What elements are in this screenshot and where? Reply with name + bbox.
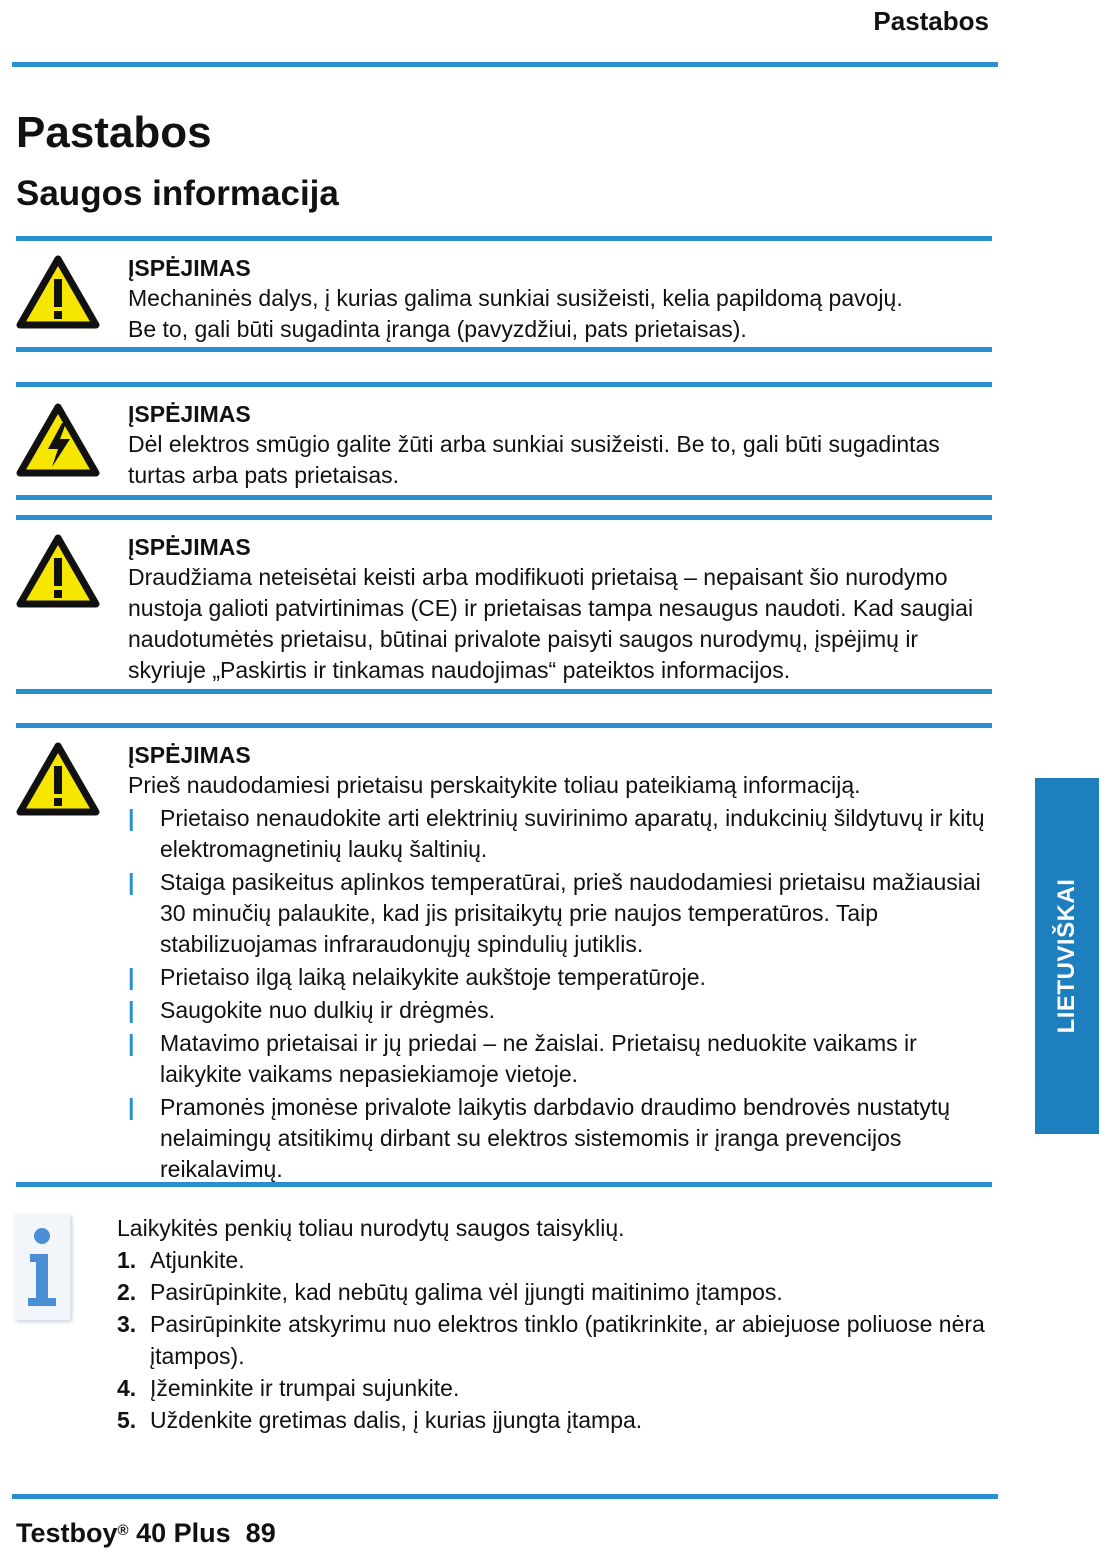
list-item-text: Prietaiso nenaudokite arti elektrinių suvirinimo aparatų, indukcinių šildytuvų ir kitų elektromagnetinių laukų šaltinių. [160, 805, 985, 862]
step-number: 4. [117, 1375, 137, 1401]
warning-intro: Prieš naudodamiesi prietaisu perskaitykite toliau pateikiamą informaciją. [128, 772, 861, 798]
step-number: 1. [117, 1247, 137, 1273]
header-rule [12, 62, 998, 67]
list-item-text: Saugokite nuo dulkių ir drėgmės. [160, 997, 495, 1023]
warning-title: ĮSPĖJIMAS [128, 255, 251, 281]
bullet-bar: | [128, 869, 135, 895]
list-item [128, 1028, 986, 1090]
warning-text-line: Be to, gali būti sugadinta įranga (pavyzdžiui, pats prietaisas). [128, 316, 747, 342]
step-text: Įžeminkite ir trumpai sujunkite. [150, 1375, 460, 1401]
footer-brand: Testboy [16, 1518, 118, 1548]
step-text: Pasirūpinkite, kad nebūtų galima vėl įjungti maitinimo įtampos. [150, 1279, 783, 1305]
warning-title: ĮSPĖJIMAS [128, 534, 251, 560]
safety-rules-block [117, 1212, 987, 1436]
list-item [117, 1404, 987, 1436]
list-item-text: Pramonės įmonėse privalote laikytis darbdavio draudimo bendrovės nustatytų nelaimingų atsitikimų dirbant su elektros sistemomis ir įranga prevencijos reikalavimų. [160, 1094, 951, 1182]
section-title: Saugos informacija [16, 174, 339, 213]
list-item [117, 1244, 987, 1276]
step-text: Pasirūpinkite atskyrimu nuo elektros tinklo (patikrinkite, ar abiejuose poliuose nėra įtampos). [150, 1311, 985, 1369]
warning-electric-icon [16, 403, 100, 479]
language-side-tab [1035, 778, 1099, 1134]
step-number: 5. [117, 1407, 137, 1433]
footer-reg-mark: ® [117, 1522, 129, 1539]
footer-model: 40 Plus [136, 1518, 231, 1548]
step-text: Uždenkite gretimas dalis, į kurias įjungta įtampa. [150, 1407, 643, 1433]
list-item [117, 1372, 987, 1404]
page-title: Pastabos [16, 108, 212, 157]
warning-text-line: Mechaninės dalys, į kurias galima sunkiai susižeisti, kelia papildomą pavojų. [128, 285, 903, 311]
step-number: 2. [117, 1279, 137, 1305]
list-item [128, 995, 986, 1026]
warning-exclamation-icon [16, 534, 100, 610]
warning-title: ĮSPĖJIMAS [128, 742, 251, 768]
safety-rules-intro: Laikykitės penkių toliau nurodytų saugos taisyklių. [117, 1215, 625, 1241]
list-item [128, 962, 986, 993]
list-item [128, 867, 986, 960]
footer [16, 1518, 276, 1549]
info-icon [14, 1214, 70, 1320]
warning-box-mechanical [16, 236, 992, 352]
step-number: 3. [117, 1311, 137, 1337]
bullet-bar: | [128, 805, 135, 831]
list-item [128, 1092, 986, 1185]
warning-title: ĮSPĖJIMAS [128, 401, 251, 427]
list-item [117, 1276, 987, 1308]
bullet-bar: | [128, 1030, 135, 1056]
warning-box-electric [16, 382, 992, 500]
warning-bullet-list [128, 803, 986, 1185]
language-tab-label: LIETUVIŠKAI [1053, 878, 1080, 1034]
warning-box-usage [16, 723, 992, 1187]
bullet-bar: | [128, 1094, 135, 1120]
list-item [128, 803, 986, 865]
page-number: 89 [245, 1518, 276, 1548]
warning-box-modification [16, 515, 992, 694]
safety-rules-list [117, 1244, 987, 1436]
list-item [117, 1308, 987, 1372]
warning-text: Dėl elektros smūgio galite žūti arba sunkiai susižeisti. Be to, gali būti sugadintas turtas arba pats prietaisas. [128, 431, 940, 488]
list-item-text: Prietaiso ilgą laiką nelaikykite aukštoje temperatūroje. [160, 964, 706, 990]
warning-exclamation-icon [16, 255, 100, 331]
warning-exclamation-icon [16, 742, 100, 818]
step-text: Atjunkite. [150, 1247, 245, 1273]
bullet-bar: | [128, 964, 135, 990]
footer-rule [12, 1494, 998, 1499]
running-header-title: Pastabos [873, 6, 989, 36]
warning-text: Draudžiama neteisėtai keisti arba modifikuoti prietaisą – nepaisant šio nurodymo nustoja galioti patvirtinimas (CE) ir prietaisas tampa nesaugus naudoti. Kad saugiai naudotumėtės prietaisu, būtinai privalote paisyti saugos nurodymų, įspėjimų ir skyriuje „Paskirtis ir tinkamas naudojimas“ pateiktos informacijos. [128, 564, 974, 683]
bullet-bar: | [128, 997, 135, 1023]
list-item-text: Matavimo prietaisai ir jų priedai – ne žaislai. Prietaisų neduokite vaikams ir laikykite vaikams nepasiekiamoje vietoje. [160, 1030, 917, 1087]
list-item-text: Staiga pasikeitus aplinkos temperatūrai, prieš naudodamiesi prietaisu mažiausiai 30 minučių palaukite, kad jis prisitaikytų prie naujos temperatūros. Taip stabilizuojamas infraraudonųjų spindulių jutiklis. [160, 869, 981, 957]
